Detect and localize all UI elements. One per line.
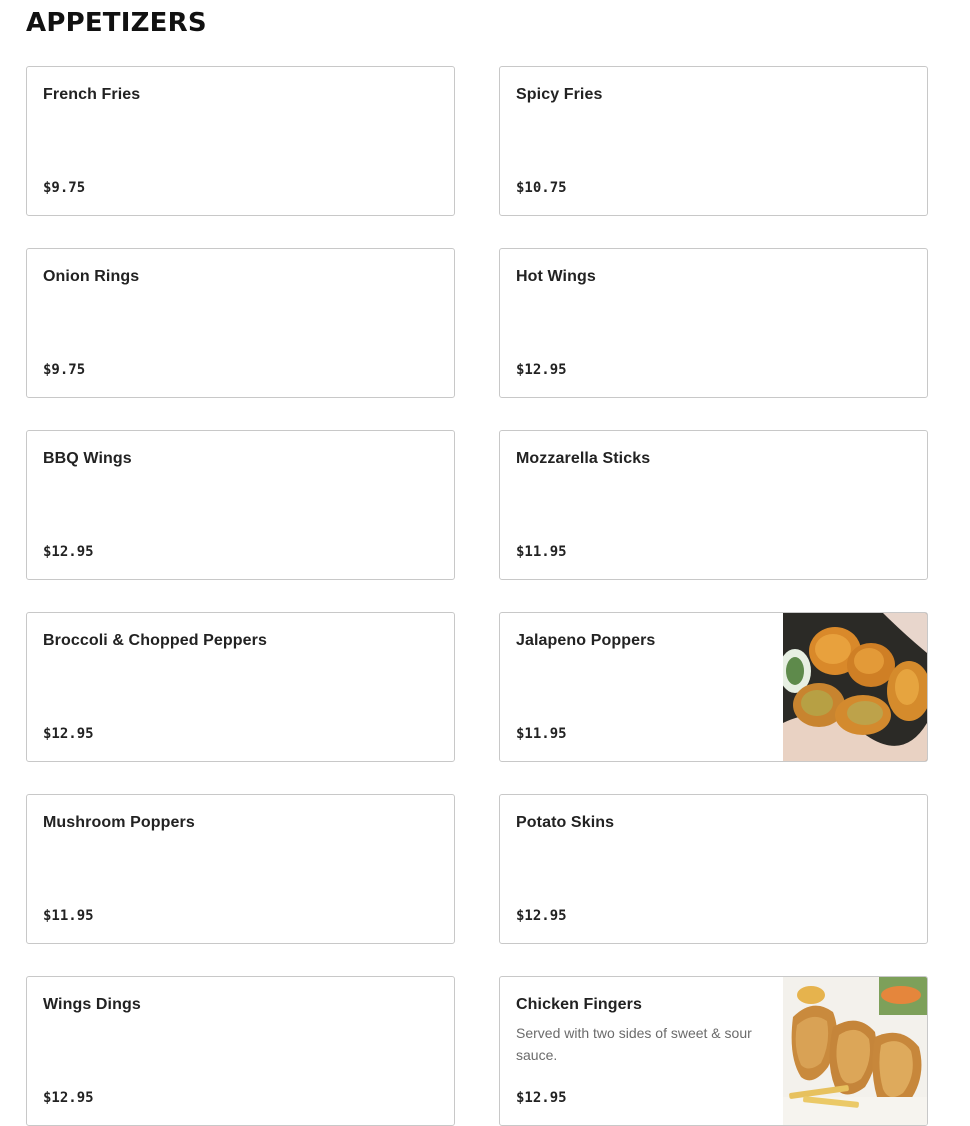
- item-name: French Fries: [43, 86, 141, 103]
- menu-item-card[interactable]: [499, 612, 928, 762]
- menu-item-card[interactable]: [499, 794, 928, 944]
- item-price: $12.95: [43, 726, 94, 742]
- menu-item-card[interactable]: [26, 248, 455, 398]
- item-name: Mushroom Poppers: [43, 814, 195, 831]
- item-price: $12.95: [43, 1090, 94, 1106]
- menu-item-card[interactable]: [26, 794, 455, 944]
- item-name: Broccoli & Chopped Peppers: [43, 632, 267, 649]
- item-price: $12.95: [516, 908, 567, 924]
- menu-item-card[interactable]: [499, 66, 928, 216]
- item-name: BBQ Wings: [43, 450, 132, 467]
- item-name: Hot Wings: [516, 268, 596, 285]
- item-price: $9.75: [43, 362, 86, 378]
- item-price: $12.95: [516, 362, 567, 378]
- menu-item-card[interactable]: [499, 430, 928, 580]
- item-price: $12.95: [43, 544, 94, 560]
- menu-item-card[interactable]: [26, 612, 455, 762]
- item-name: Spicy Fries: [516, 86, 603, 103]
- item-name: Chicken Fingers: [516, 996, 642, 1013]
- item-price: $12.95: [516, 1090, 567, 1106]
- section-title: APPETIZERS: [26, 8, 207, 38]
- menu-item-card[interactable]: [499, 248, 928, 398]
- menu-item-card[interactable]: [26, 976, 455, 1126]
- menu-item-card[interactable]: [26, 66, 455, 216]
- item-price: $10.75: [516, 180, 567, 196]
- menu-item-card[interactable]: [499, 976, 928, 1126]
- chicken-fingers-photo[interactable]: [783, 977, 927, 1125]
- menu-item-card[interactable]: [26, 430, 455, 580]
- item-name: Potato Skins: [516, 814, 615, 831]
- item-price: $11.95: [516, 726, 567, 742]
- item-name: Mozzarella Sticks: [516, 450, 651, 467]
- item-price: $11.95: [516, 544, 567, 560]
- item-description: Served with two sides of sweet & sour sauce.: [516, 1025, 752, 1063]
- item-name: Jalapeno Poppers: [516, 632, 656, 649]
- jalapeno-poppers-image: [783, 613, 927, 761]
- item-name: Wings Dings: [43, 996, 141, 1013]
- item-name: Onion Rings: [43, 268, 140, 285]
- chicken-fingers-image: [783, 977, 927, 1125]
- jalapeno-poppers-photo[interactable]: [783, 613, 927, 761]
- item-price: $9.75: [43, 180, 86, 196]
- item-price: $11.95: [43, 908, 94, 924]
